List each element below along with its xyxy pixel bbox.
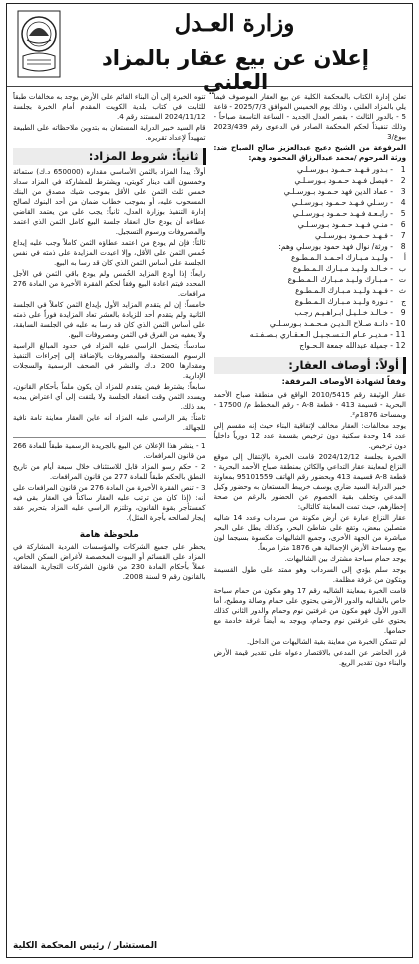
legal-note: 1 - ينشر هذا الإعلان عن البيع بالجريدة الرسمية طبقاً للمادة 266 من قانون المرافعات. [13,441,206,460]
defendant-item: 8 - ورثة/ نوال فهد حمود بورسلي وهم: [278,242,406,251]
property-paragraph: عقار النزاع عبارة عن أرض مكونة من سرداب وعدد 14 شاليه متصلين ببعض، وتقع على شاطئ البحر، وكذلك يطل على البحر مباشرة من الجهة الأخرى، وجميع الشاليهات مكسوة بسيجما لون بيج ومساحة الأرض الإجمالية هي 1876 مترا مربعاً. [213,513,406,552]
intro-paragraph: تعلن إدارة الكتاب بالمحكمة الكلية عن بيع العقار الموصوف فيما يلي بالمزاد العلني ، وذلك يوم الخميس الموافق 2025/7/3 - قاعة 5 - بالدور الثالث - بقصر العدل الجديد - الساعة التاسعة صباحاً - وذلك تنفيذاً لحكم المحكمة الصادر في الدعوى رقم 2023/439 بيوع/3 [213,92,406,141]
property-paragraph: يوجد سلم يؤدي إلى السرداب وهو ممتد على طول القسيمة ويتكون من غرفة مظلمة. [213,565,406,584]
condition-paragraph: خامساً: إن لم يتقدم المزايد الأول بإيداع الثمن كاملاً في الجلسة الثانية ولم يتقدم أحد للزيادة بالعشر تعاد المزايدة فوراً على ذمته على أساس الثمن الذي كان قد رسا به عليه في الجلسة السابقة، ولا يعفيه من الفرق في الثمن ومصروفات البيع. [13,300,206,339]
condition-paragraph: أولاً: يبدأ المزاد بالثمن الأساسي مقداره (650000 د.ك) ستمائة وخمسون ألف دينار كويتي، ويشترط للمشاركة في المزاد سداد خمس ثلث الثمن على الأقل بموجب شيك مصدق من البنك المسحوب عليه، أو بموجب خطاب ضمان من أحد البنوك لصالح إدارة التنفيذ بوزارة العدل، ثانياً: يجب على من يعتمد القاضي عطاءه أن يودع حال انعقاد جلسة البيع كامل الثمن الذي اعتمد والمصروفات ورسوم التسجيل. [13,167,206,236]
defendant-item: 1 - بـدور فـهـد حـمـود بـورسـلـي [296,165,406,174]
defendant-item: 7 - فـهـد حـمـود بـورسـلـي [315,231,406,240]
ministry-name: وزارة العـدل [174,10,295,37]
defendant-item: 5 - رابـعـة فـهـد حـمـود بـورسـلـي [292,209,406,218]
defendant-item: 4 - رسـلي فـهـد حـمـود بـورسـلـي [291,198,406,207]
defendant-item: أ - ولـيـد مـبـارك احـمـد الـمـطـوع [291,253,406,262]
header [7,4,412,94]
condition-paragraph: سادساً: يتحمل الراسي عليه المزاد في حدود المبالغ الراسية الرسوم المستحقة والمصروفات بالإضافة إلى إجراءات التنفيذ ومقدارها 200 د.ك والنشر في الصحف الرسمية والسجلات الإدارية. [13,341,206,380]
legal-note: 3 - تنص الفقرة الأخيرة من المادة 276 من قانون المرافعات على أنه: (إذا كان من ترتب عليه العقار ساكناً في العقار بقى فيه كمستأجر بقوة القانون، وتلتزم الراسي عليه المزاد بتحرير عقد إيجار لصالحه بأجرة المثل). [13,483,206,522]
continuation-paragraph: تنوه الخبرة إلى أن البناء القائم على الأرض يوجد به مخالفات طبقاً للثابت في كتاب بلدية الكويت المقدم أمام الخبرة بجلسة 2024/11/12 المستند رقم 4. [13,92,206,121]
defendant-item: 3 - عماد الدين فهد حـمـود بـورسـلـي [283,187,406,196]
left-column [13,92,206,951]
defendant-item: ث - فـهـد ولـيـد مـبـارك الـمـطـوع [295,286,406,295]
defendant-item: 10 - دانـة صـلاح الـديـن مـحـمـد بـورسـلـي [269,319,406,328]
important-note-heading: ملحوظة هامة [79,530,139,540]
continuation-paragraph: قام السيد خبير الدراية المستعان به بتدوين ملاحظاته على الطبيعة تمهيداً لإعداد تقريره. [13,123,206,142]
important-note-body: يحظر على جميع الشركات والمؤسسات الفردية المشاركة في المزاد على القسائم أو البيوت المخصصة لأغراض السكن الخاص، عملاً بأحكام المادة 230 من قانون الشركات التجارية المضافة بالقانون رقم 9 لسنة 2008. [13,542,206,581]
property-paragraph: قامت الخبرة بمعاينة الشاليه رقم 17 وهو مكون من حمام سباحة خاص بالشاليه والدور الأرضي يحتوي على حمام وصالة ومطبخ، أما الدور الأول فهو مكون من غرفتين نوم وحمام والدور الثاني كذلك يحتوي على غرفتين نوم وحمام، ويوجد به أيضاً غرفة خادمة مع حمامها. [213,586,406,635]
plaintiff-paragraph: المرفوعة من الشيخ دعيج عبدالعزيز صالح الصباح ضد: ورثة المرحوم /محمد عبدالرزاق المحمود وهم: [213,143,406,162]
defendant-item: ت - مـبـارك ولـيـد مـبـارك الـمـطـوع [287,275,406,284]
condition-paragraph: سابعاً: يشترط فيمن يتقدم للمزاد أن يكون ملماً بأحكام القانون، ويسدد الثمن وقت انعقاد الجلسة ولا يلتفت إلى أي اعتراض يبديه بعد ذلك. [13,382,206,411]
property-paragraph: يوجد مخالفات: العقار مخالف لإتفاقية البناء حيث إنه مقسم إلى عدد 14 وحدة سكنية دون ترخيص بقسمة عدد 12 دورياً داخلياً دون ترخيص. [213,421,406,450]
property-paragraph: لم تتمكن الخبرة من معاينة بقية الشاليهات من الداخل. [246,637,406,646]
announcement-page [6,3,413,958]
defendants-list [214,164,407,351]
signature: المستشار / رئيس المحكمة الكلية [13,941,158,951]
defendant-item: ج - نـورة ولـيـد مـبـارك الـمـطـوع [294,297,406,306]
defendant-item: 12 - جميلة عبدالله جمعة الـحـواج [299,341,406,350]
right-column [214,92,407,951]
property-paragraph: الخبرة بجلسة 2024/12/12 قامت الخبرة بالإنتقال إلى موقع النزاع لمعاينة عقار التداعي والكائن بمنطقة صباح الأحمد البحرية - قطعة A-8 قسيمة 413 وبحضور رقم الهاتف 95101559 بمعاونة خبير الدراية السيد ضاري يوسف خريبط المستعان به وحضور وكيل المدعي وتخلف بقية الخصوم عن الحضور بالرغم من صحة إخطارهم، حيث تمت المعاينة كالتالي: [213,452,406,511]
condition-paragraph: رابعاً: إذا أودع المزايد الخُمس ولم يودع باقي الثمن في الأجل المحدد فيتم اعادة البيع وفقاً لحكم الفقرة الأخيرة من المادة 276 مرافعات. [13,269,206,298]
kuwait-emblem-icon [17,10,61,78]
property-description-heading: أولاً: أوصاف العقار: [214,357,407,374]
announcement-title: إعلان عن بيع عقار بالمزاد العلني [102,46,369,94]
property-paragraph: يوجد حمام سباحة مشترك بين الشاليهات. [284,554,406,563]
property-paragraph: عقار الوثيقة رقم 2010/5415 الواقع في منطقة صباح الأحمد البحرية - قسيمة 413 - قطعة A-8 - رقم المخطط م/ 17500 - وبمساحة 1876م². [213,390,406,419]
divider [13,437,206,438]
condition-paragraph: ثامناً: يقر الراسي عليه المزاد أنه عاين العقار معاينة تامة نافية للجهالة. [13,413,206,432]
property-paragraph: قرر الحاضر عن المدعي بالاقتصار دعواه على تقدير قيمة الأرض والبناء دون تقدير الريع. [213,648,406,667]
condition-paragraph: ثالثاً: فإن لم يودع من اعتمد عطاؤه الثمن كاملاً وجب عليه إيداع خُمس الثمن على الأقل، وإلا اعيدت المزايدة على ذمته في نفس الجلسة على أساس الثمن الذي كان قد رسا به البيع. [13,238,206,267]
content-columns [13,92,406,951]
defendant-item: 6 - منـي فـهـد حـمـود بـورسـلـي [297,220,406,229]
property-description-subheading: وفقاً لشهادة الأوصاف المرفقة: [281,377,406,386]
auction-conditions-heading: ثانياً: شروط المزاد: [13,148,206,165]
defendant-item: 11 - مـديـر عـام الـتـسـجـيـل الـعـقـاري بـصـفـتـه [249,330,406,339]
defendant-item: ب - خـالـد ولـيـد مـبـارك الـمـطـوع [292,264,406,273]
defendant-item: 2 - فيصل فـهـد حـمـود بـورسـلـي [294,176,406,185]
defendant-item: 9 - خـالـد خـلـيـل ابـراهـيـم رجـب [294,308,406,317]
legal-note: 2 - حكم رسو المزاد قابل للاستئناف خلال سبعة أيام من تاريخ النطق بالحكم طبقاً للمادة 277 من قانون المرافعات. [13,462,206,481]
